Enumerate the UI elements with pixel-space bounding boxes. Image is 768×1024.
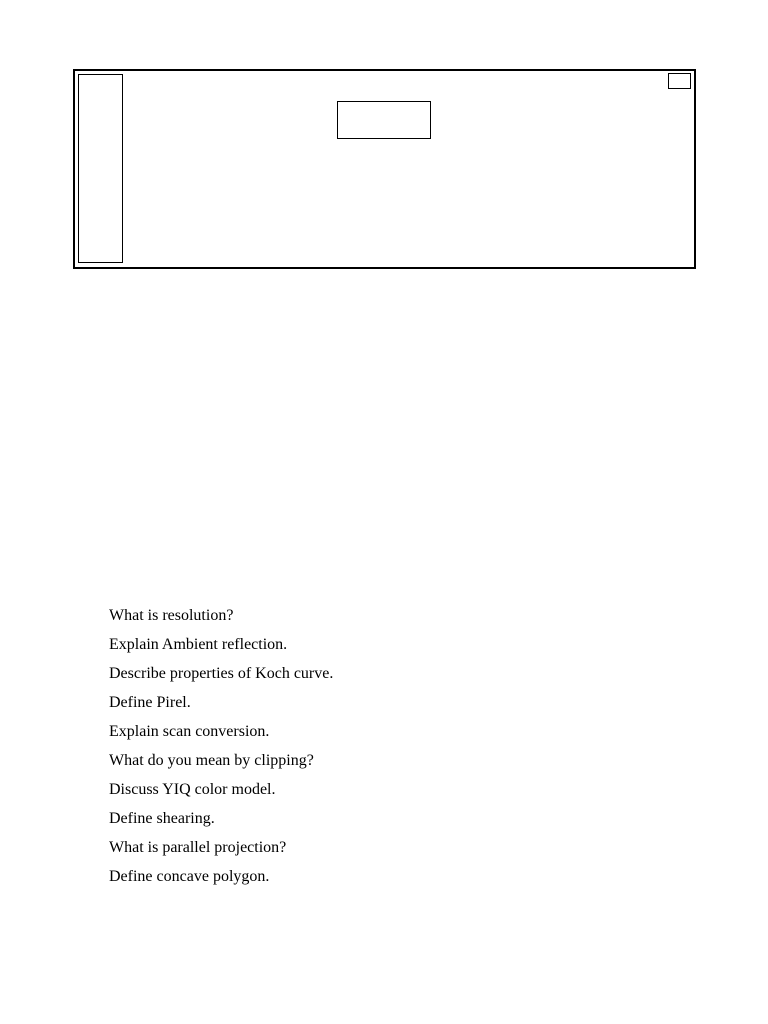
header-center-box bbox=[337, 101, 431, 139]
header-corner-box bbox=[668, 73, 691, 89]
question-item: What is resolution? bbox=[109, 607, 234, 624]
question-item: Explain scan conversion. bbox=[109, 723, 270, 740]
question-list bbox=[109, 601, 333, 891]
question-item: What do you mean by clipping? bbox=[109, 752, 314, 769]
question-item: What is parallel projection? bbox=[109, 839, 287, 856]
question-item: Define shearing. bbox=[109, 810, 215, 827]
question-item: Discuss YIQ color model. bbox=[109, 781, 276, 798]
question-item: Describe properties of Koch curve. bbox=[109, 665, 334, 682]
header-frame bbox=[73, 69, 696, 269]
question-item: Define Pirel. bbox=[109, 694, 191, 711]
header-side-strip bbox=[78, 74, 123, 263]
question-item: Explain Ambient reflection. bbox=[109, 636, 288, 653]
question-item: Define concave polygon. bbox=[109, 868, 270, 885]
